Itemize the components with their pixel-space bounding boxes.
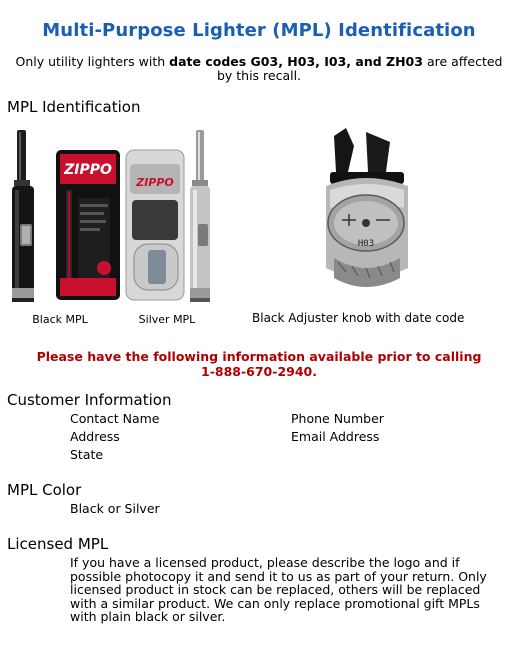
black-mpl-image — [12, 130, 34, 302]
field-email-address: Email Address — [291, 429, 380, 444]
call-instructions-line: Please have the following information available prior to calling — [36, 349, 482, 364]
intro-date-codes: date codes G03, H03, I03, and ZH03 — [169, 54, 423, 69]
field-phone-number: Phone Number — [291, 411, 384, 426]
caption-adjuster-knob: Black Adjuster knob with date code — [252, 311, 465, 325]
page-title: Multi-Purpose Lighter (MPL) Identification — [42, 20, 476, 41]
customer-information-heading: Customer Information — [7, 391, 172, 409]
knob-date-code: H03 — [357, 239, 375, 249]
intro-after: are affected by this recall. — [216, 54, 503, 83]
caption-black-mpl: Black MPL — [32, 313, 88, 326]
intro-before: Only utility lighters with — [15, 54, 170, 69]
caption-silver-mpl: Silver MPL — [138, 313, 196, 326]
silver-package-image — [126, 150, 184, 300]
mpl-identification-heading: MPL Identification — [7, 98, 141, 116]
field-state: State — [70, 447, 104, 462]
mpl-color-heading: MPL Color — [7, 481, 82, 499]
field-address: Address — [70, 429, 120, 444]
adjuster-knob-image — [316, 128, 416, 298]
mpl-product-image — [8, 128, 213, 308]
licensed-mpl-heading: Licensed MPL — [7, 535, 109, 553]
phone-number: 1-888-670-2940. — [201, 364, 317, 379]
intro-text — [6, 55, 512, 83]
licensed-mpl-text: If you have a licensed product, please describe the logo and if possible photocopy it and send it to us as part of your return. Only licensed product in stock can be replaced, others will be replaced with a similar product. We can only replace promotional gift MPLs with plain black or silver. — [70, 555, 487, 625]
package-image — [56, 150, 120, 300]
call-instructions — [0, 349, 518, 379]
mpl-color-value: Black or Silver — [70, 501, 160, 516]
field-contact-name: Contact Name — [70, 411, 160, 426]
svg-text:ZIPPO: ZIPPO — [136, 176, 174, 189]
package-brand-logo: ZIPPO — [64, 162, 112, 178]
silver-mpl-image — [190, 130, 210, 302]
